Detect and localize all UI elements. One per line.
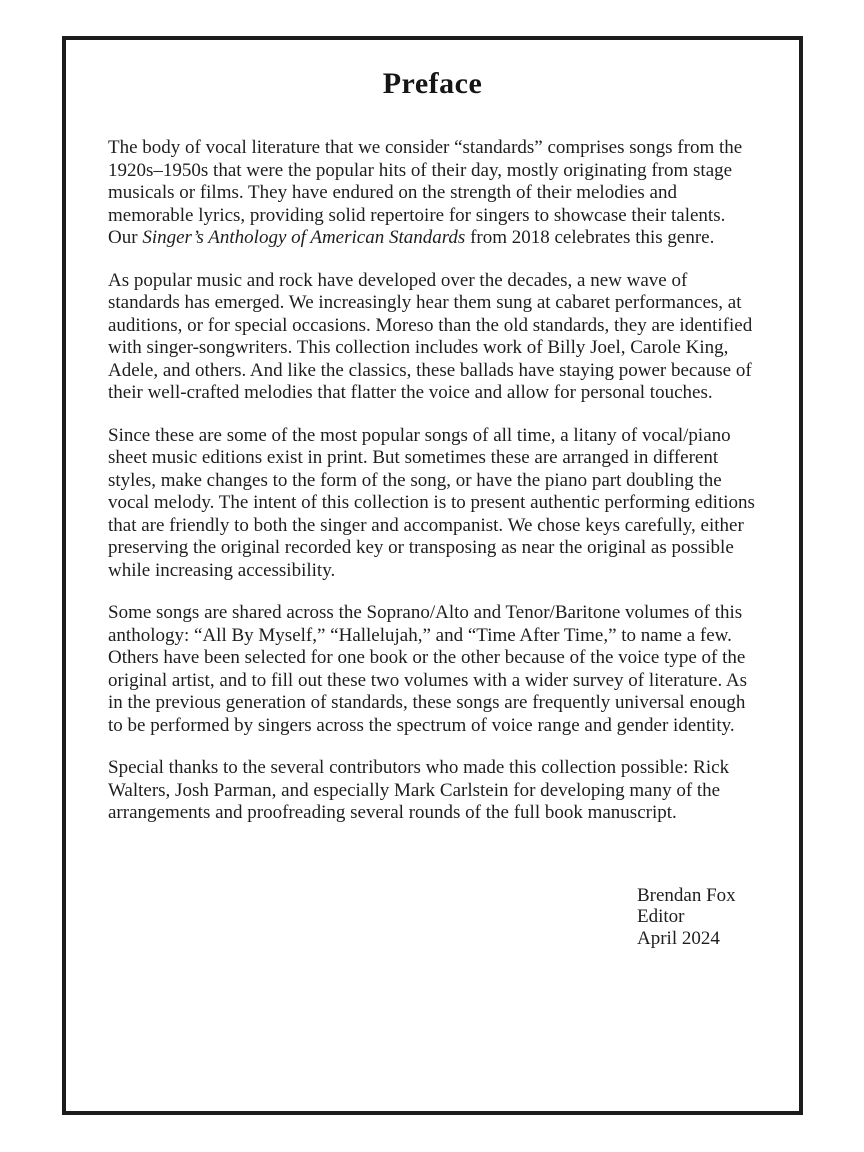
- paragraph-1-text-before-italic: The body of vocal literature that we consider “standards” comprises songs from the 1920s–1950s that were the popular hits of their day, mostly originating from stage musicals or films. They have endured on the strength of their melodies and memorable lyrics, providing solid repertoire for singers to showcase their talents. Our: [108, 137, 743, 248]
- page-border: [62, 36, 803, 1115]
- page-title: Preface: [382, 67, 483, 100]
- preface-paragraph-2: As popular music and rock have developed over the decades, a new wave of standards has emerged. We increasingly hear them sung at cabaret performances, at auditions, or for special occasions. Moreso than the old standards, they are identified with singer-songwriters. This collection includes work of Billy Joel, Carole King, Adele, and others. And like the classics, these ballads have staying power because of their well-crafted melodies that flatter the voice and allow for personal touches.: [108, 269, 753, 403]
- preface-paragraph-4: Some songs are shared across the Soprano/Alto and Tenor/Baritone volumes of this anthology: “All By Myself,” “Hallelujah,” and “Time After Time,” to name a few. Others have been selected for one book or the other because of the voice type of the original artist, and to fill out these two volumes with a wider survey of literature. As in the previous generation of standards, these songs are frequently universal enough to be performed by singers across the spectrum of voice range and gender identity.: [108, 602, 748, 736]
- signature-block: [637, 885, 757, 950]
- paragraph-1-text-after-italic: from 2018 celebrates this genre.: [465, 227, 715, 248]
- signature-date: April 2024: [637, 927, 720, 949]
- signature-name: Brendan Fox: [637, 884, 736, 906]
- book-title-italic: Singer’s Anthology of American Standards: [142, 227, 466, 248]
- page: [66, 40, 799, 1111]
- signature-role: Editor: [637, 906, 685, 927]
- preface-paragraph-5: Special thanks to the several contributors who made this collection possible: Rick Walters, Josh Parman, and especially Mark Carlstein for developing many of the arrangements and proofreading several rounds of the full book manuscript.: [108, 757, 730, 823]
- preface-body: [108, 137, 757, 949]
- preface-paragraph-3: Since these are some of the most popular songs of all time, a litany of vocal/piano sheet music editions exist in print. But sometimes these are arranged in different styles, make changes to the form of the song, or have the piano part doubling the vocal melody. The intent of this collection is to present authentic performing editions that are friendly to both the singer and accompanist. We chose keys carefully, either preserving the original recorded key or transposing as near the original as possible while increasing accessibility.: [108, 424, 755, 581]
- preface-paragraph-1: [108, 137, 757, 250]
